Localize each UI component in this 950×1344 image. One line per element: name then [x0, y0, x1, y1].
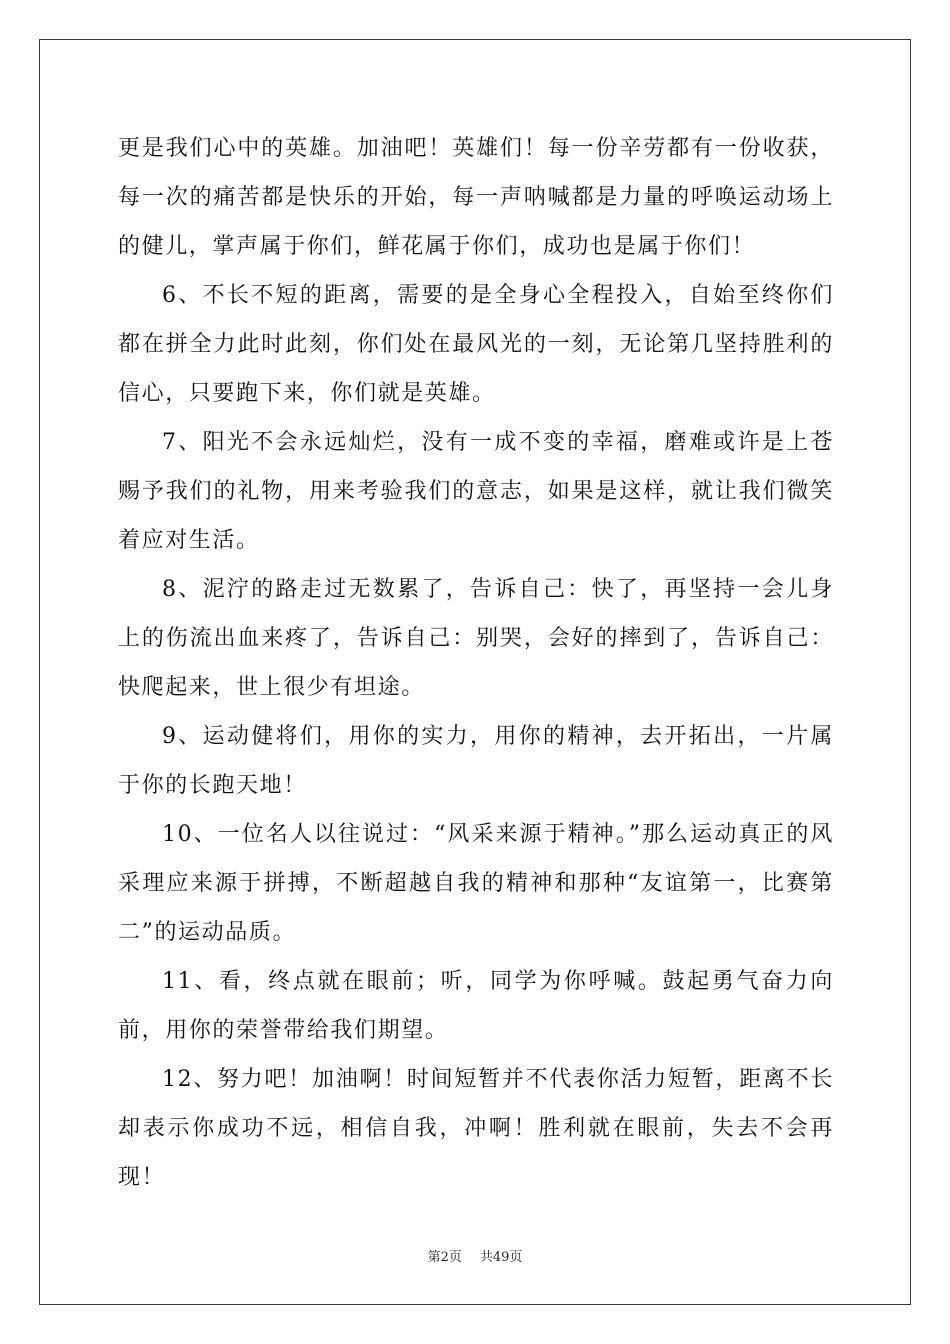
page-number: 第2页	[427, 1250, 462, 1265]
paragraph-12: 12、努力吧！加油啊！时间短暂并不代表你活力短暂，距离不长却表示你成功不远，相信自我，冲啊！胜利就在眼前，失去不会再现！	[118, 1067, 834, 1190]
page-total: 共49页	[479, 1250, 523, 1265]
paragraph-8: 8、泥泞的路走过无数累了，告诉自己：快了，再坚持一会儿身上的伤流出血来疼了，告诉自己：别哭，会好的摔到了，告诉自己：快爬起来，世上很少有坦途。	[118, 577, 834, 700]
paragraph-11: 11、看，终点就在眼前；听，同学为你呼喊。鼓起勇气奋力向前，用你的荣誉带给我们期望。	[118, 969, 834, 1043]
paragraph-10: 10、一位名人以往说过：“风采来源于精神。”那么运动真正的风采理应来源于拼搏，不断超越自我的精神和那种“友谊第一，比赛第二”的运动品质。	[118, 822, 834, 945]
paragraph-6: 6、不长不短的距离，需要的是全身心全程投入，自始至终你们都在拼全力此时此刻，你们处在最风光的一刻，无论第几坚持胜利的信心，只要跑下来，你们就是英雄。	[118, 283, 834, 406]
page-footer	[0, 1246, 950, 1265]
paragraph-7: 7、阳光不会永远灿烂，没有一成不变的幸福，磨难或许是上苍赐予我们的礼物，用来考验我们的意志，如果是这样，就让我们微笑着应对生活。	[118, 430, 834, 553]
paragraph-9: 9、运动健将们，用你的实力，用你的精神，去开拓出，一片属于你的长跑天地！	[118, 724, 834, 798]
document-body	[118, 124, 834, 1202]
paragraph-intro: 更是我们心中的英雄。加油吧！英雄们！每一份辛劳都有一份收获，每一次的痛苦都是快乐的开始，每一声呐喊都是力量的呼唤运动场上的健儿，掌声属于你们，鲜花属于你们，成功也是属于你们！	[118, 136, 834, 259]
